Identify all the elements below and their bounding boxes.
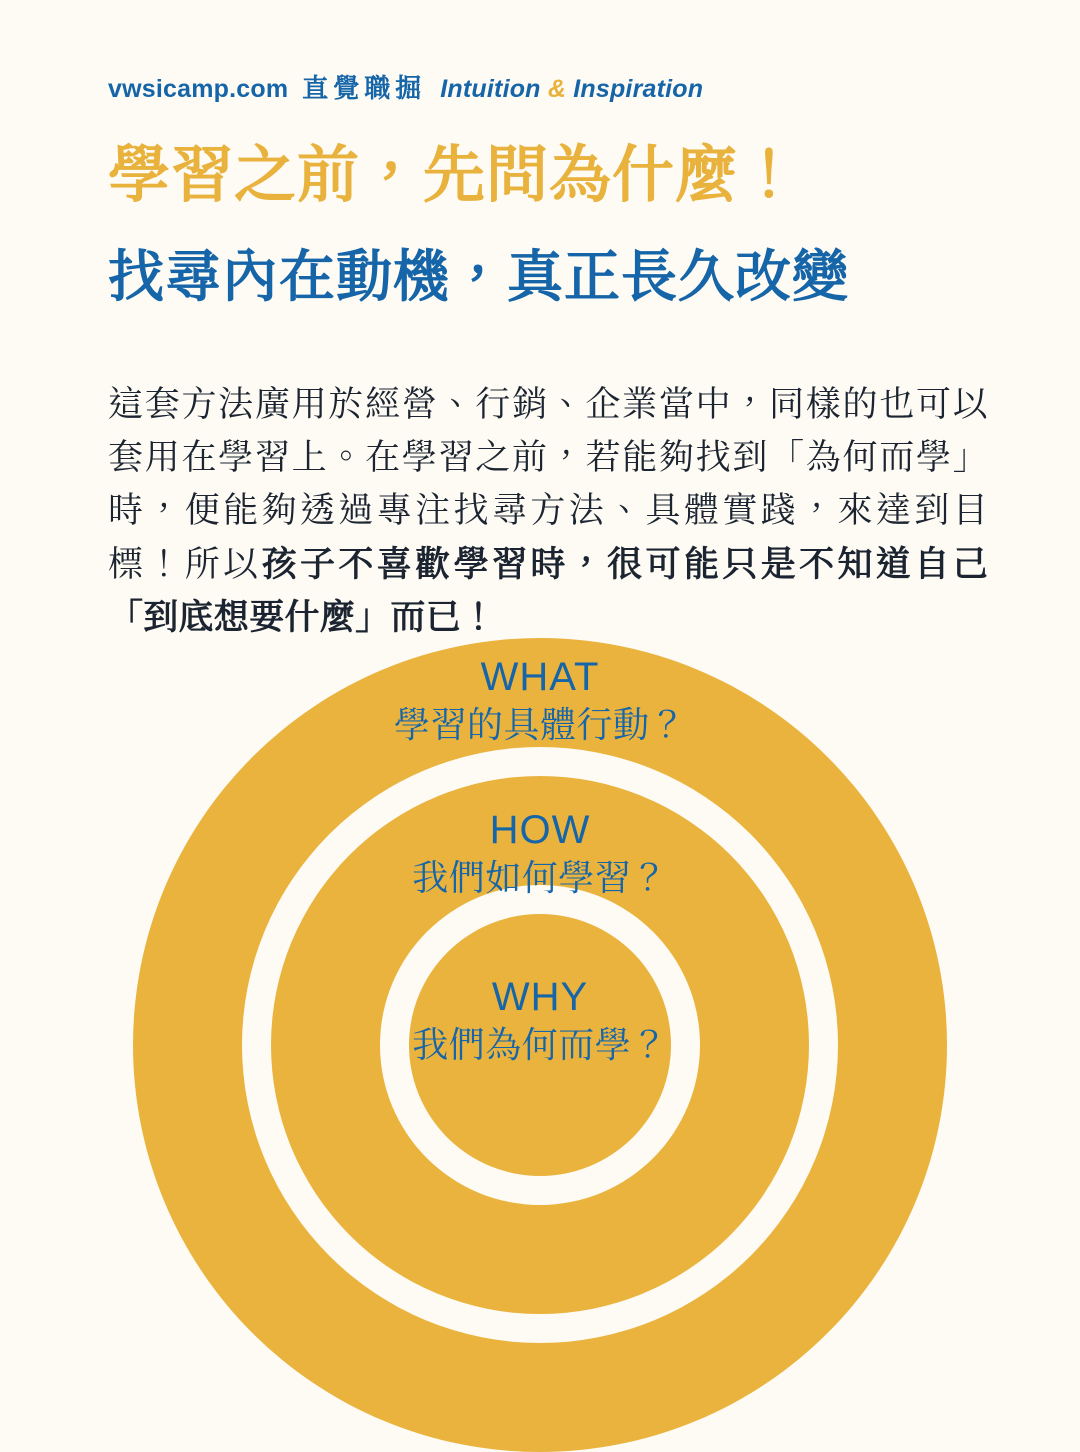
ring-label-how	[0, 805, 1080, 900]
brand-ampersand: &	[547, 75, 567, 103]
ring-description-why: 我們為何而學？	[412, 1024, 668, 1065]
body-paragraph-part2: 孩子不喜歡學習時，很可能只是不知道自己「到底想要什麼」而已！	[108, 544, 989, 637]
brand-website: vwsicamp.com	[108, 75, 289, 103]
ring-keyword-how: HOW	[489, 808, 591, 852]
body-paragraph	[108, 378, 988, 644]
brand-bar	[108, 68, 703, 105]
ring-keyword-why: WHY	[491, 975, 589, 1019]
ring-label-what	[0, 652, 1080, 747]
ring-keyword-what: WHAT	[480, 655, 600, 699]
brand-chinese-name: 直覺職掘	[302, 73, 427, 103]
ring-label-why	[0, 972, 1080, 1067]
brand-english-left: Intuition	[440, 75, 541, 103]
brand-english-right: Inspiration	[573, 75, 704, 103]
headline-main: 學習之前，先問為什麼！	[108, 141, 802, 210]
body-paragraph-part1: 這套方法廣用於經營、行銷、企業當中，同樣的也可以套用在學習上。在學習之前，若能夠找到「為何而學」時，便能夠透過專注找尋方法、具體實踐，來達到目標！所以	[108, 385, 988, 584]
headline-sub: 找尋內在動機，真正長久改變	[108, 245, 849, 308]
ring-description-what: 學習的具體行動？	[393, 704, 686, 745]
golden-circle-diagram	[0, 630, 1080, 1080]
ring-description-how: 我們如何學習？	[412, 857, 668, 898]
brand-english-name	[440, 75, 703, 104]
